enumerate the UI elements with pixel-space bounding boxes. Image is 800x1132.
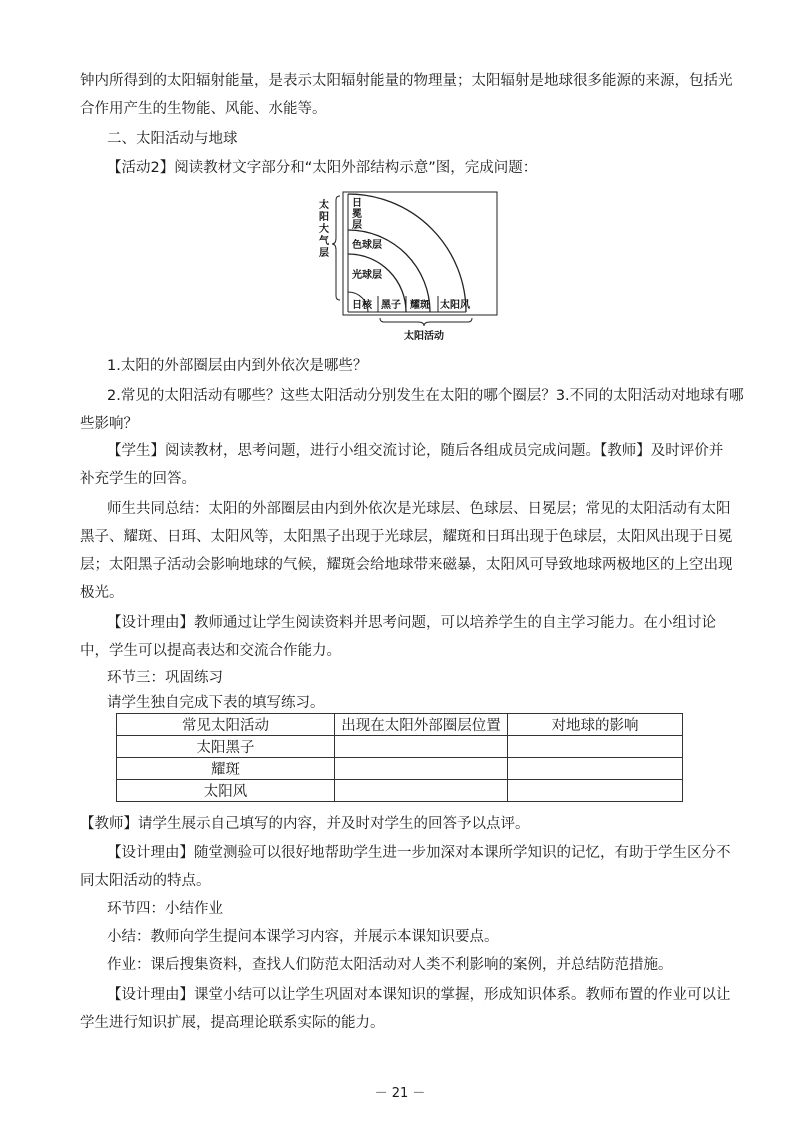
section-heading: 二、太阳活动与地球 (107, 131, 238, 147)
atmosphere-char: 阳 (319, 212, 329, 223)
wrapup-line: 小结：教师向学生提问本课学习内容，并展示本课知识要点。 (107, 929, 499, 945)
homework-line: 作业：课后搜集资料，查找人们防范太阳活动对人类不利影响的案例，并总结防范措施。 (107, 957, 673, 973)
table-cell-blank[interactable] (335, 780, 508, 802)
exercise-table (116, 713, 683, 802)
corona-arc (348, 194, 466, 312)
sunspot-label: 黑子 (381, 300, 401, 311)
activity-line: 【活动2】阅读教材文字部分和“太阳外部结构示意”图，完成问题： (107, 160, 538, 176)
question-1: 1.太阳的外部圈层由内到外依次是哪些？ (107, 358, 368, 374)
atmosphere-brace (332, 196, 340, 300)
atmosphere-char: 太 (319, 200, 329, 211)
activity-label: 太阳活动 (404, 331, 444, 342)
design-reason-line: 【设计理由】教师通过让学生阅读资料并思考问题，可以培养学生的自主学习能力。在小组讨论 (107, 615, 716, 631)
table-cell-blank[interactable] (335, 736, 508, 758)
paragraph-line: 合作用产生的生物能、风能、水能等。 (80, 101, 327, 117)
page-number: － 21 － (374, 1086, 426, 1101)
diagram-frame (343, 192, 497, 315)
table-header-cell: 对地球的影响 (508, 714, 683, 736)
atmosphere-char: 大 (319, 224, 329, 235)
question-2-line: 2.常见的太阳活动有哪些？这些太阳活动分别发生在太阳的哪个圈层？3.不同的太阳活动对地球有哪 (107, 388, 744, 404)
design-reason-line: 同太阳活动的特点。 (80, 873, 211, 889)
chromosphere-label: 色球层 (352, 240, 382, 251)
design-reason-line: 【设计理由】课堂小结可以让学生巩固对本课知识的掌握，形成知识体系。教师布置的作业可以让 (107, 987, 731, 1003)
table-cell-blank[interactable] (508, 780, 683, 802)
paragraph-line: 钟内所得到的太阳辐射能量，是表示太阳辐射能量的物理量；太阳辐射是地球很多能源的来源，包括光 (80, 73, 733, 89)
table-row (117, 758, 683, 780)
table-cell: 太阳风 (117, 780, 335, 802)
table-header-cell: 常见太阳活动 (117, 714, 335, 736)
table-cell-blank[interactable] (335, 758, 508, 780)
solar-wind-label: 太阳风 (440, 300, 470, 311)
summary-line: 极光。 (80, 585, 124, 601)
core-label: 日核 (352, 300, 372, 311)
student-line: 【学生】阅读教材，思考问题，进行小组交流讨论，随后各组成员完成问题。【教师】及时评价并 (107, 443, 724, 459)
design-reason-line: 【设计理由】随堂测验可以很好地帮助学生进一步加深对本课所学知识的记忆，有助于学生区分不 (107, 845, 731, 861)
summary-line: 层；太阳黑子活动会影响地球的气候，耀斑会给地球带来磁暴，太阳风可导致地球两极地区的上空出现 (80, 557, 733, 573)
sun-structure-diagram (314, 186, 499, 346)
table-cell: 耀斑 (117, 758, 335, 780)
design-reason-line: 学生进行知识扩展，提高理论联系实际的能力。 (80, 1015, 385, 1031)
design-reason-line: 中，学生可以提高表达和交流合作能力。 (80, 643, 341, 659)
step-heading: 环节四：小结作业 (107, 901, 223, 917)
table-cell: 太阳黑子 (117, 736, 335, 758)
summary-line: 黑子、耀斑、日珥、太阳风等，太阳黑子出现于光球层，耀斑和日珥出现于色球层，太阳风出现于日冕 (80, 529, 733, 545)
student-line: 补充学生的回答。 (80, 471, 196, 487)
table-header-cell: 出现在太阳外部圈层位置 (335, 714, 508, 736)
summary-line: 师生共同总结：太阳的外部圈层由内到外依次是光球层、色球层、日冕层；常见的太阳活动有太阳 (107, 501, 731, 517)
corona-label-char: 冕 (352, 209, 362, 220)
step-heading: 环节三：巩固练习 (107, 670, 223, 686)
question-2-line: 些影响？ (80, 416, 138, 432)
flare-label: 耀斑 (410, 300, 430, 311)
table-row (117, 780, 683, 802)
photosphere-label: 光球层 (352, 270, 382, 281)
corona-label-char: 层 (352, 220, 362, 231)
table-header-row (117, 714, 683, 736)
activity-brace (380, 318, 472, 326)
atmosphere-char: 气 (319, 236, 329, 247)
corona-label-char: 日 (352, 198, 362, 209)
atmosphere-char: 层 (319, 248, 329, 259)
teacher-line: 【教师】请学生展示自己填写的内容，并及时对学生的回答予以点评。 (80, 816, 530, 832)
table-cell-blank[interactable] (508, 758, 683, 780)
table-cell-blank[interactable] (508, 736, 683, 758)
table-row (117, 736, 683, 758)
exercise-intro: 请学生独自完成下表的填写练习。 (107, 695, 325, 711)
